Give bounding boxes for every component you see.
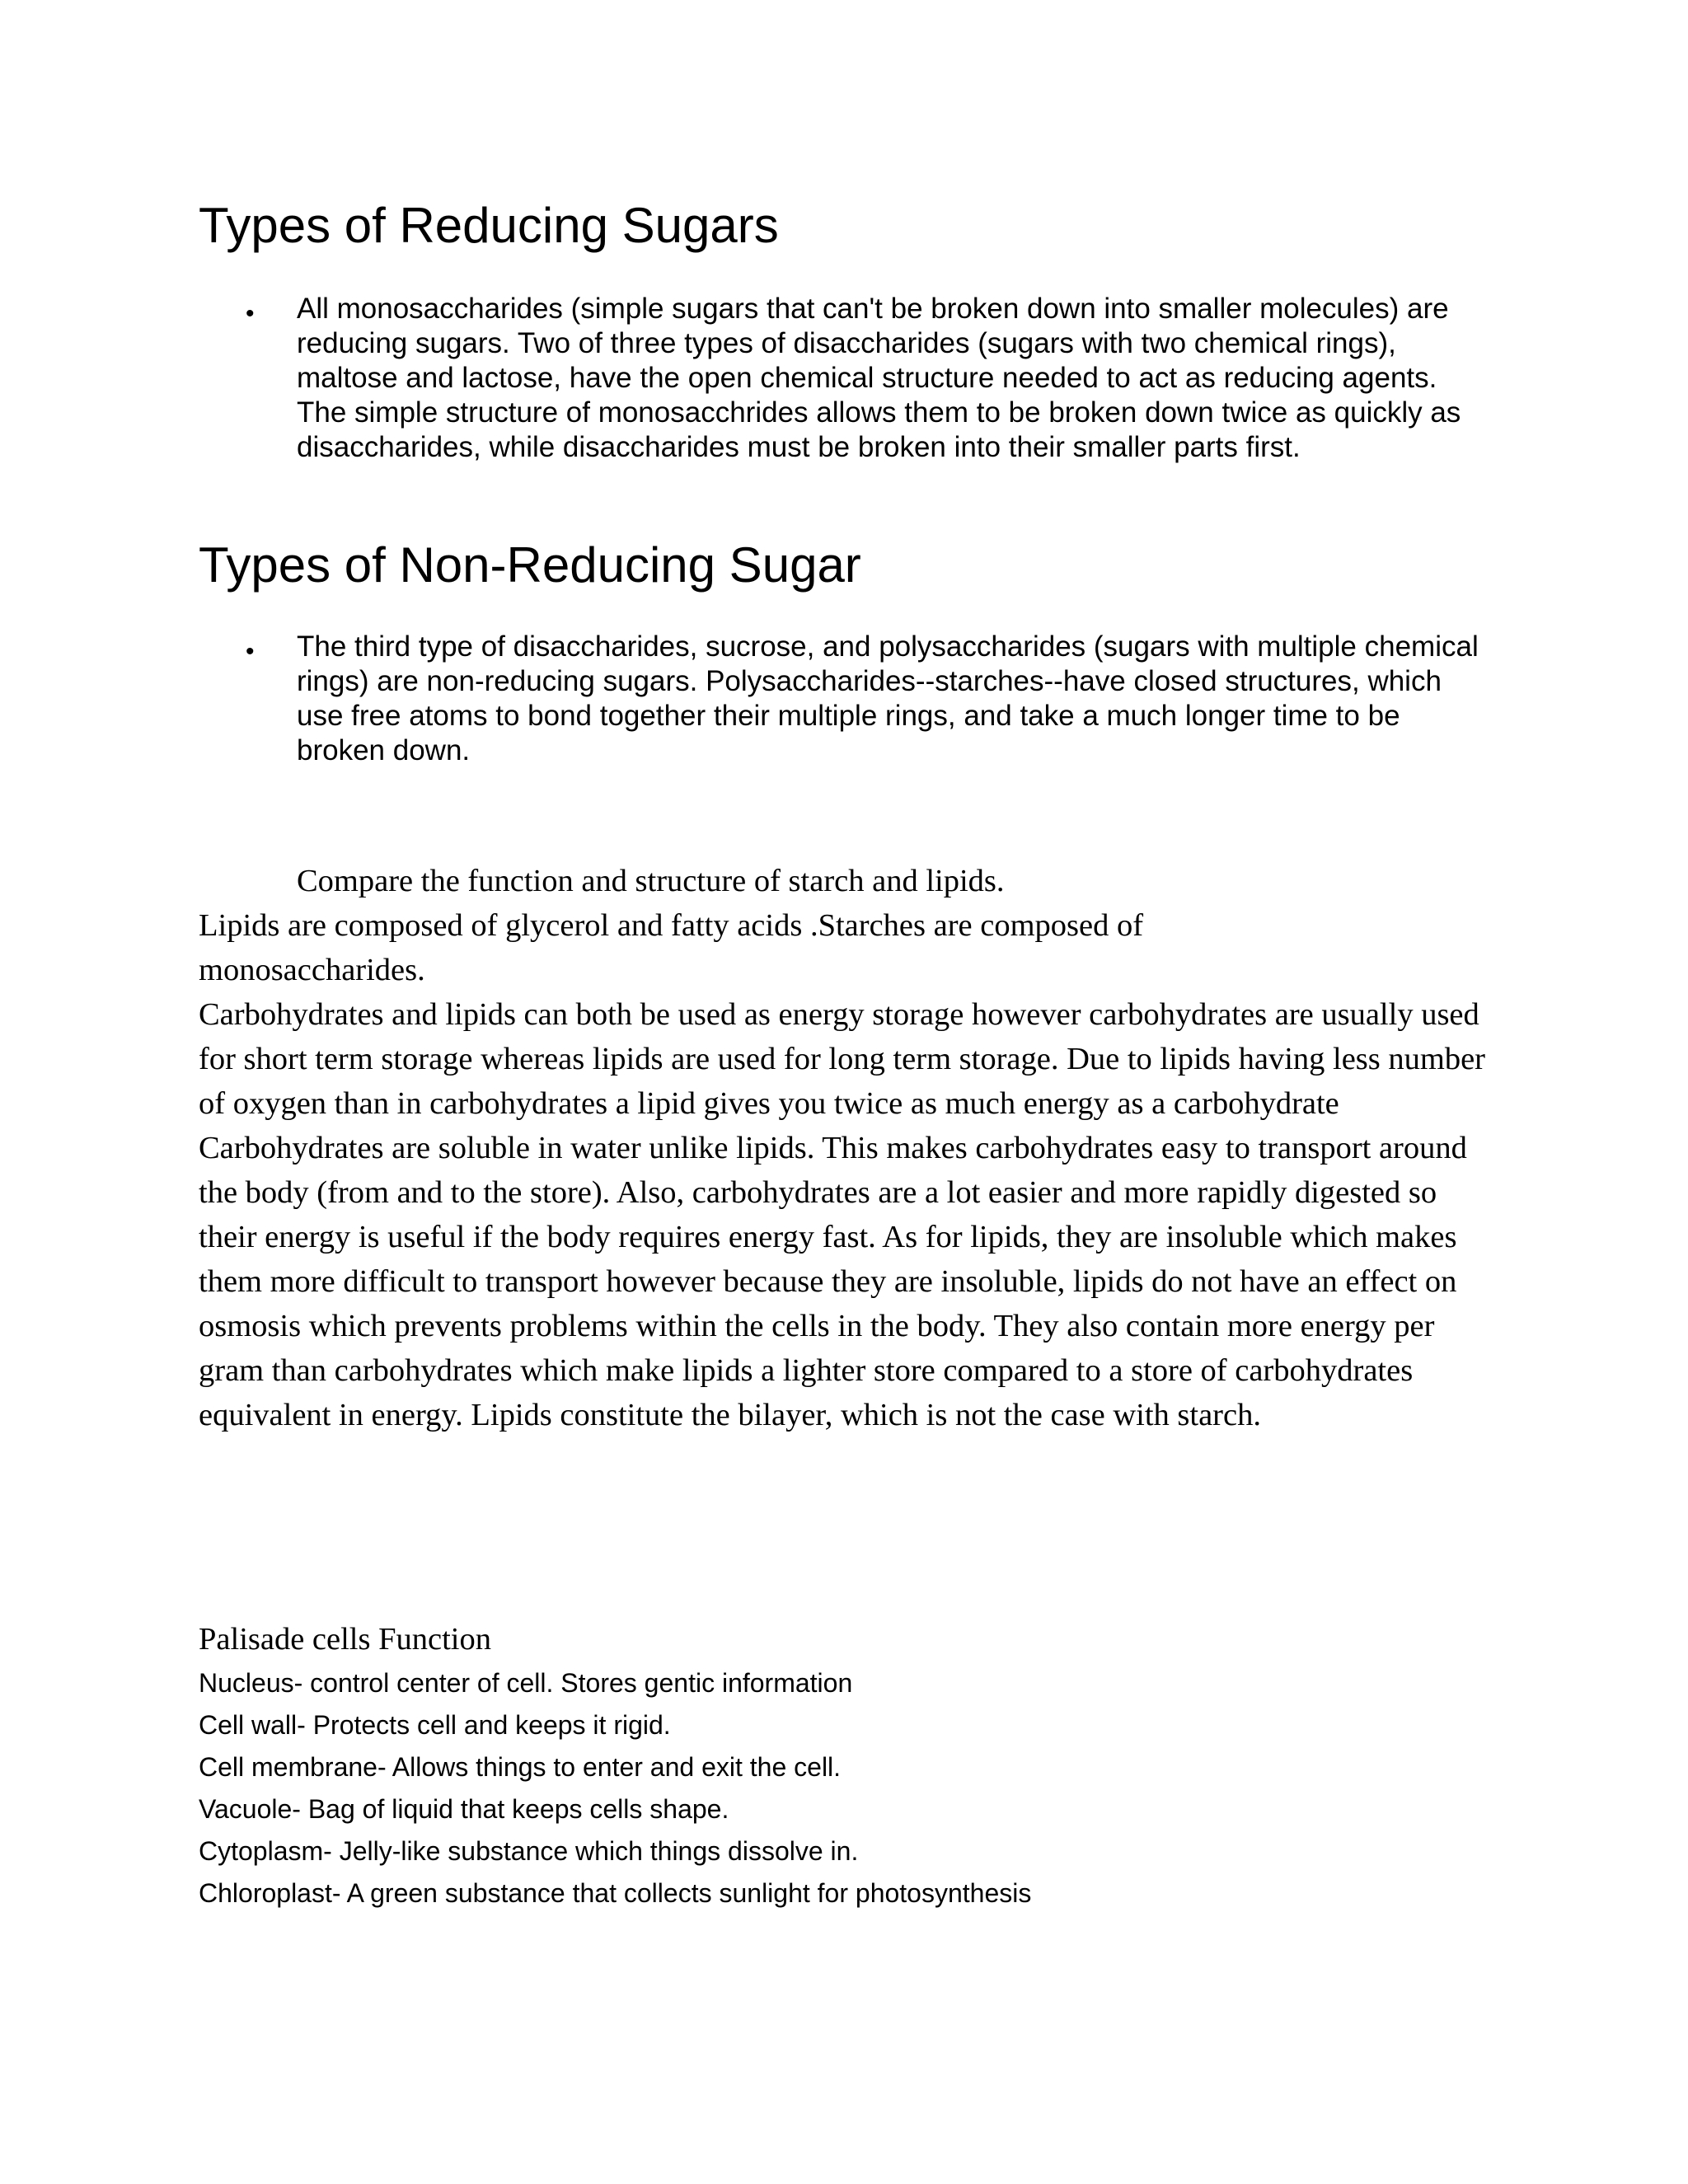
list-item: Vacuole- Bag of liquid that keeps cells shape. bbox=[199, 1794, 729, 1824]
list-item: Cell wall- Protects cell and keeps it rigid. bbox=[199, 1710, 671, 1740]
heading-reducing-sugars: Types of Reducing Sugars bbox=[199, 198, 779, 253]
list-item: Cell membrane- Allows things to enter and exit the cell. bbox=[199, 1752, 842, 1782]
palisade-cell-parts-list bbox=[199, 1662, 1031, 1915]
list-item: Cytoplasm- Jelly-like substance which things dissolve in. bbox=[199, 1836, 859, 1866]
compare-paragraph-energy-storage: Carbohydrates and lipids can both be used as energy storage however carbohydrates are usually used for short term storage whereas lipids are used for long term storage. Due to lipids having less number of oxygen than in carbohydrates a lipid gives you twice as much energy as a carbohydrate Carbohydrates are soluble in water unlike lipids. This makes carbohydrates easy to transport around the body (from and to the store). Also, carbohydrates are a lot easier and more rapidly digested so their energy is useful if the body requires energy fast. As for lipids, they are insoluble which makes them more difficult to transport however because they are insoluble, lipids do not have an effect on osmosis which prevents problems within the cells in the body. They also contain more energy per gram than carbohydrates which make lipids a lighter store compared to a store of carbohydrates equivalent in energy. Lipids constitute the bilayer, which is not the case with starch. bbox=[199, 997, 1485, 1432]
heading-non-reducing-sugar: Types of Non-Reducing Sugar bbox=[199, 537, 861, 593]
list-item: Chloroplast- A green substance that collects sunlight for photosynthesis bbox=[199, 1878, 1032, 1908]
compare-question: Compare the function and structure of starch and lipids. bbox=[297, 864, 1005, 898]
reducing-sugars-description: All monosaccharides (simple sugars that can't be broken down into smaller molecules) are reducing sugars. Two of three types of disaccharides (sugars with two chemical rings), maltose and lactose, have the open chemical structure needed to act as reducing agents. The simple structure of monosacchrides allows them to be broken down twice as quickly as disaccharides, while disaccharides must be broken into their smaller parts first. bbox=[297, 293, 1461, 463]
bullet-marker: • bbox=[246, 300, 255, 327]
compare-paragraph-composition: Lipids are composed of glycerol and fatty acids .Starches are composed of monosaccharides. bbox=[199, 908, 1144, 987]
bullet-marker: • bbox=[246, 638, 255, 665]
palisade-cells-title: Palisade cells Function bbox=[199, 1622, 491, 1657]
list-item: Nucleus- control center of cell. Stores gentic information bbox=[199, 1668, 853, 1698]
non-reducing-sugar-description: The third type of disaccharides, sucrose, and polysaccharides (sugars with multiple chemical rings) are non-reducing sugars. Polysaccharides--starches--have closed structures, which use free atoms to bond together their multiple rings, and take a much longer time to be broken down. bbox=[297, 630, 1479, 766]
